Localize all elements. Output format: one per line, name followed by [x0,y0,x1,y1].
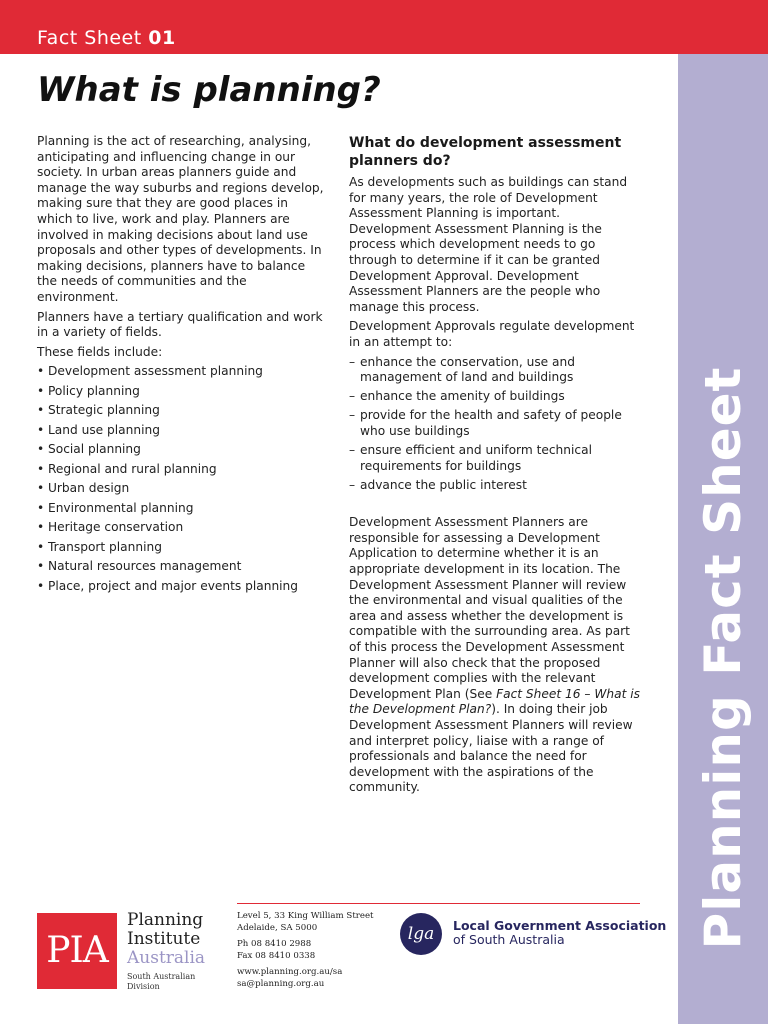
sidebar-title: Planning Fact Sheet [694,366,752,950]
left-column [37,134,327,598]
list-item: • Natural resources management [37,559,327,575]
list-item: • Environmental planning [37,501,327,517]
fact-sheet-label [37,27,176,49]
fields-list [37,364,327,594]
fact-sheet-number: 01 [148,27,176,49]
pia-division-line: Division [127,982,160,991]
list-item: – advance the public interest [349,478,641,494]
list-item: – enhance the amenity of buildings [349,389,641,405]
responsibilities-paragraph [349,515,641,796]
list-item: • Urban design [37,481,327,497]
aims-list [349,355,641,494]
responsibilities-text-start: Development Assessment Planners are responsible for assessing a Development Application to determine whether it is an appropriate development in its location. The Development Assessment Planner will review the environmental and visual qualities of the area and assess whether the development is compatible with the surrounding area. As part of this process the Development Assessment Planner will also check that the proposed development complies with the relevant Development Plan (See [349,515,630,701]
lga-name [453,919,666,947]
list-item: • Social planning [37,442,327,458]
lga-name-line: Local Government Association [453,918,667,933]
list-item: – ensure efficient and uniform technical requirements for buildings [349,443,641,474]
fact-sheet-text: Fact Sheet [37,27,142,49]
role-paragraph: As developments such as buildings can stand for many years, the role of Development Assessment Planning is important. Development Assessment Planning is the process which development needs to go through to determine if it can be granted Development Approval. Development Assessment Planners are the people who manage this process. [349,175,628,314]
list-item: – provide for the health and safety of people who use buildings [349,408,641,439]
website-link[interactable]: www.planning.org.au/sa [237,967,343,977]
section-heading: What do development assessment planners do? [349,135,622,169]
footer-divider [237,903,640,904]
list-item: • Regional and rural planning [37,462,327,478]
qualification-paragraph: Planners have a tertiary qualification and work in a variety of fields. [37,309,323,340]
email-link[interactable]: sa@planning.org.au [237,978,325,989]
responsibilities-text-end: ). In doing their job Development Assessment Planners will review and interpret policy, liaise with a range of professionals and balance the need for development with the aspirations of the community. [349,702,633,795]
lga-logo: lga [400,913,442,955]
list-item: • Policy planning [37,384,327,400]
pia-name [127,911,205,968]
approvals-paragraph: Development Approvals regulate development in an attempt to: [349,319,635,349]
list-item: • Transport planning [37,540,327,556]
header-bar [0,0,768,54]
pia-name-line: Australia [127,948,206,968]
list-item: • Land use planning [37,423,327,439]
pia-logo: PIA [37,913,117,989]
list-item: – enhance the conservation, use and management of land and buildings [349,355,641,386]
right-column [349,134,641,800]
pia-division [127,972,195,992]
pia-division-line: South Australian [127,972,196,981]
address-line: Level 5, 33 King William Street [237,911,374,921]
pia-name-line: Planning [127,910,204,930]
pia-name-line: Institute [127,929,201,949]
contact-details [237,911,374,990]
lga-name-line: of South Australia [453,932,565,947]
page-title: What is planning? [37,70,381,110]
intro-paragraph: Planning is the act of researching, analysing, anticipating and influencing change in our society. In urban areas planners guide and manage the way suburbs and regions develop, making sure that they are good places in which to live, work and play. Planners are involved in making decisions about land use proposals and other types of developments. In making decisions, planners have to balance the needs of communities and the environment. [37,134,324,304]
fields-intro: These fields include: [37,344,163,359]
list-item: • Heritage conservation [37,520,327,536]
phone-number: Ph 08 8410 2988 [237,939,312,949]
address-line: Adelaide, SA 5000 [237,922,318,933]
list-item: • Place, project and major events planning [37,579,327,595]
list-item: • Strategic planning [37,403,327,419]
list-item: • Development assessment planning [37,364,327,380]
fact-sheet-reference: Fact Sheet 16 – What is the Development Plan? [349,686,641,717]
fax-number: Fax 08 8410 0338 [237,950,316,961]
